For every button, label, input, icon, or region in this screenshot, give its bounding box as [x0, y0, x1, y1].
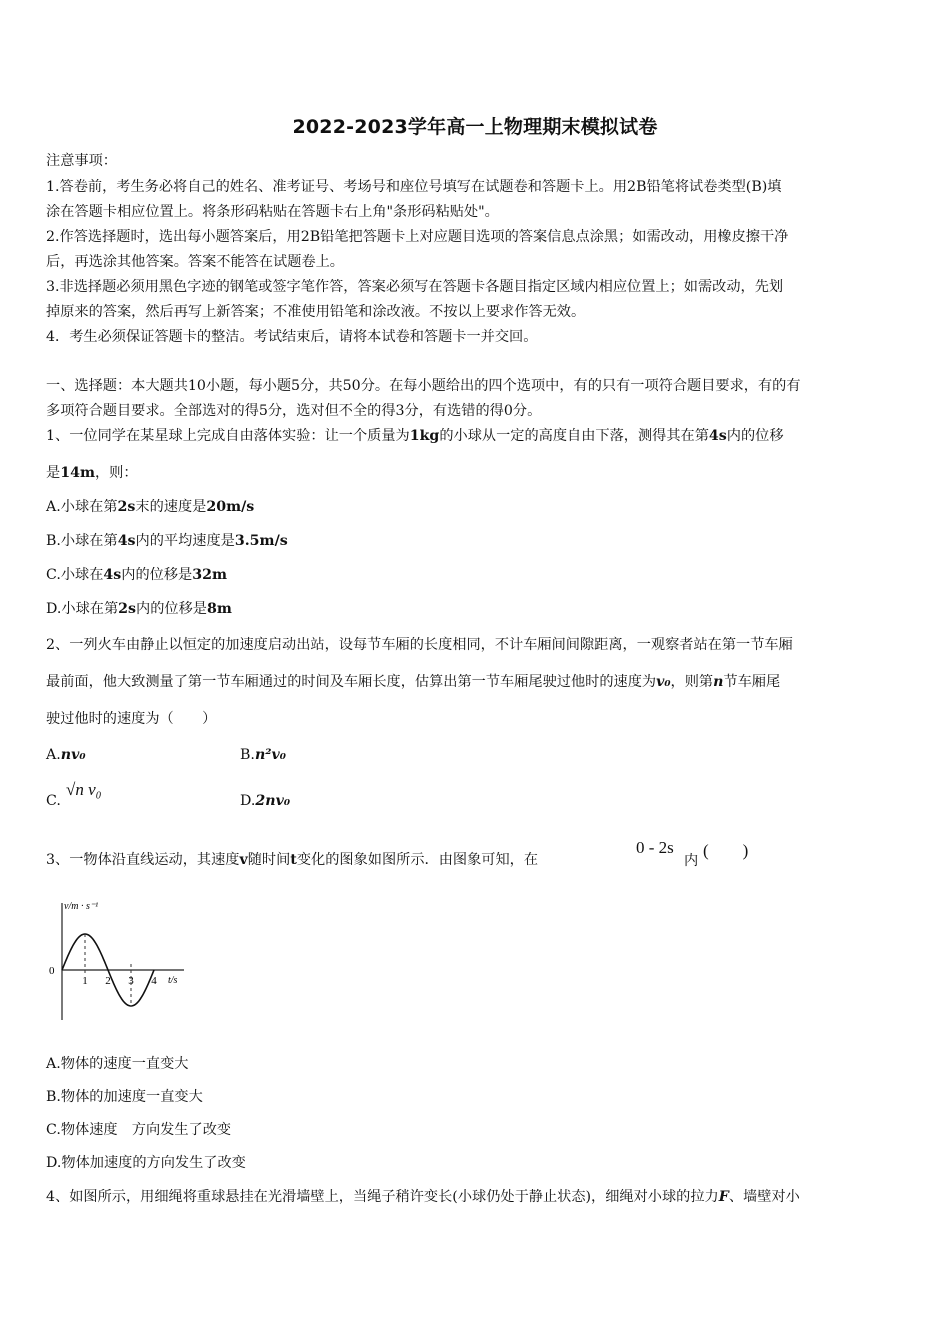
- option-value: 20m/s: [206, 499, 255, 515]
- q2-text: ，则第: [670, 674, 714, 690]
- option-value: 2s: [118, 601, 136, 617]
- option-expr: nv₀: [60, 747, 86, 763]
- q2-text: 节车厢尾: [723, 674, 781, 690]
- q3-text: 随时间: [247, 852, 291, 868]
- q3-option-d[interactable]: D.物体加速度的方向发生了改变: [46, 1155, 246, 1171]
- origin-label: 0: [49, 965, 55, 977]
- q2-option-c-expr: √n v₀: [66, 780, 102, 799]
- section-heading-line-1: 一、选择题：本大题共10小题，每小题5分，共50分。在每小题给出的四个选项中，有的只有一项符合题目要求，有的有: [46, 378, 801, 394]
- q1-text: 是: [46, 465, 61, 481]
- section-heading-line-2: 多项符合题目要求。全部选对的得5分，选对但不全的得3分，有选错的得0分。: [46, 403, 542, 419]
- q1-text: 内的位移: [726, 428, 784, 444]
- q1-stem-line-1: [46, 426, 908, 446]
- q2-option-a[interactable]: [46, 745, 86, 765]
- option-value: 4s: [103, 567, 122, 583]
- q1-displacement: 14m: [60, 465, 95, 481]
- q4-stem-line-1: [46, 1187, 908, 1207]
- x-tick-label-3: 3: [128, 975, 134, 987]
- option-letter: D.: [240, 793, 256, 809]
- q2-text: 最前面，他大致测量了第一节车厢通过的时间及车厢长度，估算出第一节车厢尾驶过他时的速度为: [46, 674, 657, 690]
- option-expr: 2nv₀: [255, 793, 291, 809]
- notice-line-5: 3.非选择题必须用黑色字迹的钢笔或签字笔作答，答案必须写在答题卡各题目指定区域内相应位置上；如需改动，先划: [46, 279, 784, 295]
- q2-option-d[interactable]: [240, 791, 290, 811]
- q3-option-a[interactable]: A.物体的速度一直变大: [46, 1056, 189, 1072]
- option-value: 3.5m/s: [234, 533, 288, 549]
- notice-line-6: 掉原来的答案，然后再写上新答案；不准使用铅笔和涂改液。不按以上要求作答无效。: [46, 304, 586, 320]
- q1-mass: 1kg: [409, 428, 440, 444]
- x-axis-label: t/s: [168, 975, 178, 986]
- q2-option-b[interactable]: [240, 745, 286, 765]
- q3-text: 变化的图象如图所示．由图象可知，在: [296, 852, 539, 868]
- q1-text: 1、一位同学在某星球上完成自由落体实验：让一个质量为: [46, 428, 410, 444]
- option-text: C.小球在: [46, 567, 104, 583]
- option-letter: A.: [46, 747, 61, 763]
- q1-option-a[interactable]: [46, 497, 908, 517]
- q1-option-b[interactable]: [46, 531, 908, 551]
- q4-text: 、墙壁对小: [728, 1189, 800, 1205]
- option-text: D.小球在第: [46, 601, 119, 617]
- q2-stem-line-2: [46, 672, 908, 692]
- q1-stem-line-2: [46, 463, 908, 483]
- page-title: 2022-2023学年高一上物理期末模拟试卷: [292, 116, 658, 138]
- q2-v0: v₀: [656, 674, 671, 690]
- q3-v: v: [239, 852, 248, 868]
- q1-time: 4s: [708, 428, 727, 444]
- option-text: B.小球在第: [46, 533, 118, 549]
- q3-t: t: [290, 852, 297, 868]
- notice-line-2: 涂在答题卡相应位置上。将条形码粘贴在答题卡右上角"条形码粘贴处"。: [46, 204, 499, 220]
- q3-option-b[interactable]: B.物体的加速度一直变大: [46, 1089, 203, 1105]
- q3-option-c[interactable]: C.物体速度 方向发生了改变: [46, 1122, 232, 1138]
- option-value: 8m: [206, 601, 232, 617]
- q2-stem-line-3: 驶过他时的速度为（ ）: [46, 711, 217, 727]
- notice-line-1: 1.答卷前，考生务必将自己的姓名、准考证号、考场号和座位号填写在试题卷和答题卡上。用2B铅笔将试卷类型(B)填: [46, 179, 782, 195]
- q4-text: 4、如图所示，用细绳将重球悬挂在光滑墙壁上，当绳子稍许变长(小球仍处于静止状态)，细绳对小球的拉力: [46, 1189, 719, 1205]
- q4-F: F: [718, 1189, 729, 1205]
- option-value: 32m: [192, 567, 227, 583]
- q3-answer-paren: ( ): [703, 841, 749, 860]
- vt-graph: [44, 895, 194, 1029]
- option-text: 末的速度是: [135, 499, 207, 515]
- y-axis-label: v/m · s⁻¹: [64, 901, 99, 912]
- notice-line-7: 4．考生必须保证答题卡的整洁。考试结束后，请将本试卷和答题卡一并交回。: [46, 329, 538, 345]
- option-text: A.小球在第: [46, 499, 118, 515]
- option-letter: B.: [240, 747, 255, 763]
- option-value: 2s: [117, 499, 136, 515]
- q3-within: 内: [684, 853, 699, 869]
- x-tick-label-4: 4: [151, 975, 157, 987]
- x-tick-label-1: 1: [82, 975, 88, 987]
- option-value: 4s: [117, 533, 136, 549]
- x-tick-label-2: 2: [105, 975, 111, 987]
- option-text: 内的位移是: [121, 567, 193, 583]
- option-expr: n²v₀: [254, 747, 286, 763]
- notice-line-4: 后，再选涂其他答案。答案不能答在试题卷上。: [46, 254, 344, 270]
- notice-line-3: 2.作答选择题时，选出每小题答案后，用2B铅笔把答题卡上对应题目选项的答案信息点涂黑；如需改动，用橡皮擦干净: [46, 229, 789, 245]
- q2-option-c-letter[interactable]: C.: [46, 793, 61, 809]
- q1-text: ，则：: [94, 465, 138, 481]
- option-text: 内的位移是: [136, 601, 207, 617]
- q3-interval: 0 - 2s: [636, 838, 674, 857]
- q2-stem-line-1: 2、一列火车由静止以恒定的加速度启动出站，设每节车厢的长度相同，不计车厢间间隙距离，一观察者站在第一节车厢: [46, 637, 793, 653]
- q2-n: n: [713, 674, 724, 690]
- vt-graph-svg: [44, 895, 194, 1025]
- q1-option-c[interactable]: [46, 565, 908, 585]
- option-text: 内的平均速度是: [135, 533, 235, 549]
- q3-text: 3、一物体沿直线运动，其速度: [46, 852, 240, 868]
- q1-text: 的小球从一定的高度自由下落，测得其在第: [439, 428, 709, 444]
- q1-option-d[interactable]: [46, 599, 908, 619]
- notice-heading: 注意事项：: [46, 153, 117, 169]
- q3-stem: [46, 850, 908, 870]
